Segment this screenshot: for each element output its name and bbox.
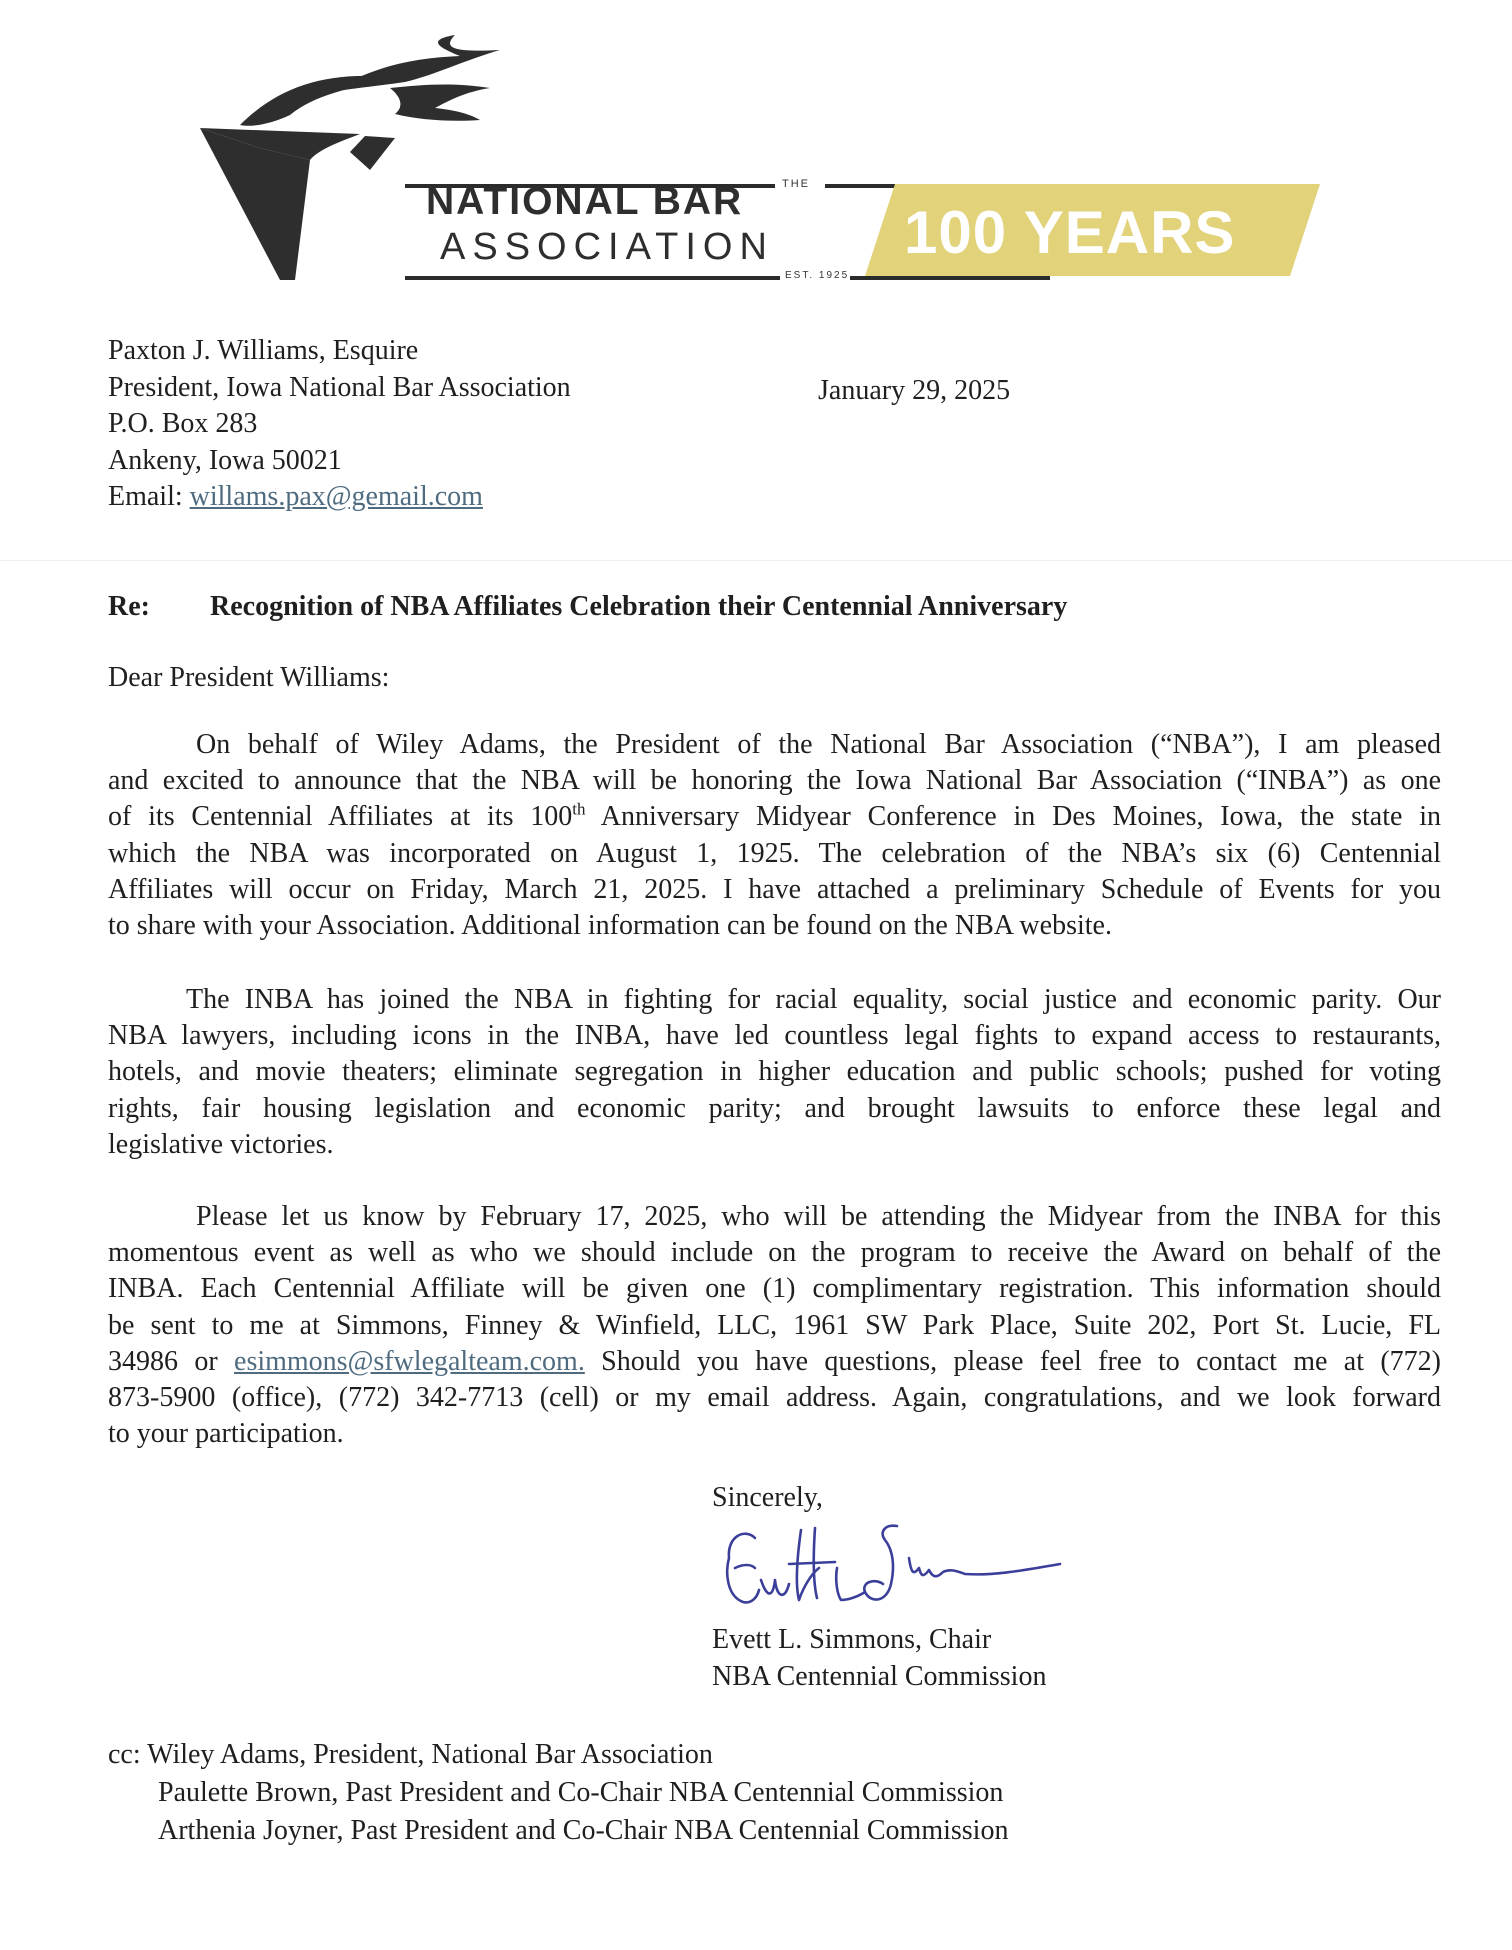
paragraph-text: Should you have questions, please feel free to contact me at (772) [584,1345,1442,1377]
subject-line [108,589,1067,625]
contact-email-link[interactable]: esimmons@sfwlegalteam.com. [234,1345,585,1377]
paragraph-line [108,727,1441,763]
email-label: Email: [108,481,190,512]
letter-date: January 29, 2025 [818,375,1011,406]
paragraph-line [108,1199,1441,1235]
logo-bottom-rule-right [850,276,1050,280]
cc-recipient: Paulette Brown, Past President and Co-Chair NBA Centennial Commission [158,1777,1004,1808]
paragraph-line: legislative victories. [108,1128,334,1160]
recipient-address [108,333,571,516]
recipient-name: Paxton J. Williams, Esquire [108,335,419,366]
paragraph-text: The INBA has joined the NBA in fighting for racial equality, social justice and economic parity. Our [186,984,1441,1015]
paragraph-line: Affiliates will occur on Friday, March 21, 2025. I have attached a preliminary Schedule of Events for you [108,873,1441,905]
paragraph-line [108,799,1441,835]
paragraph-line: to your participation. [108,1418,344,1450]
recipient-email-line [108,479,571,516]
logo-org-line2: ASSOCIATION [440,226,774,268]
body-paragraph-1 [108,727,1441,944]
paragraph-line: be sent to me at Simmons, Finney & Winfield, LLC, 1961 SW Park Place, Suite 202, Port St. Lucie, FL [108,1309,1441,1341]
handwritten-signature [715,1518,1075,1618]
anniversary-text: 100 YEARS [904,199,1236,266]
paragraph-line: rights, fair housing legislation and economic parity; and brought lawsuits to enforce these legal and [108,1092,1441,1124]
recipient-po-box: P.O. Box 283 [108,408,258,439]
paragraph-line: 873-5900 (office), (772) 342-7713 (cell) or my email address. Again, congratulations, and we look forward [108,1381,1441,1413]
body-paragraph-2 [108,982,1441,1163]
paragraph-line: NBA lawyers, including icons in the INBA, have led countless legal fights to expand access to restaurants, [108,1020,1441,1052]
salutation: Dear President Williams: [108,662,390,693]
paragraph-text: of its Centennial Affiliates at its 100 [108,801,573,833]
closing: Sincerely, [712,1482,823,1513]
cc-label: cc: [108,1739,148,1770]
signer-org: NBA Centennial Commission [712,1660,1047,1692]
subject-label: Re: [108,591,150,622]
paragraph-text: On behalf of Wiley Adams, the President of the National Bar Association (“NBA”), I am pleased [196,729,1441,760]
recipient-title: President, Iowa National Bar Association [108,371,571,403]
paragraph-line: and excited to announce that the NBA will be honoring the Iowa National Bar Association (“INBA”) as one [108,765,1441,797]
subject-text: Recognition of NBA Affiliates Celebration their Centennial Anniversary [210,591,1068,622]
recipient-email-link[interactable]: willams.pax@gemail.com [189,481,483,512]
logo-bottom-rule-left [405,276,780,280]
signer-block [712,1622,1046,1695]
logo-the: THE [782,178,810,190]
cc-line [108,1737,1008,1775]
logo-org-line1: NATIONAL BAR [426,180,744,223]
paragraph-line: hotels, and movie theaters; eliminate segregation in higher education and public schools; pushed for voting [108,1056,1441,1088]
letterhead-logo [200,30,1330,290]
cc-recipient: Wiley Adams, President, National Bar Association [147,1739,713,1770]
cc-list [108,1737,1008,1851]
paragraph-line: which the NBA was incorporated on August 1, 1925. The celebration of the NBA’s six (6) Centennial [108,837,1441,869]
paragraph-line: INBA. Each Centennial Affiliate will be given one (1) complimentary registration. This information should [108,1273,1441,1305]
cc-recipient: Arthenia Joyner, Past President and Co-Chair NBA Centennial Commission [158,1815,1009,1846]
paragraph-line [108,1344,1441,1380]
ordinal-suffix: th [572,800,586,820]
logo-est: EST. 1925 [785,270,850,281]
paragraph-line: momentous event as well as who we should include on the program to receive the Award on behalf of the [108,1237,1441,1269]
paragraph-text: 34986 or [108,1345,235,1377]
signer-name: Evett L. Simmons, Chair [712,1624,992,1655]
paragraph-line: to share with your Association. Additional information can be found on the NBA website. [108,909,1112,941]
paragraph-text: Anniversary Midyear Conference in Des Moines, Iowa, the state in [585,801,1441,833]
scan-divider [0,560,1512,561]
body-paragraph-3 [108,1199,1441,1452]
recipient-city: Ankeny, Iowa 50021 [108,444,342,476]
paragraph-text: Please let us know by February 17, 2025, who will be attending the Midyear from the INBA for this [196,1201,1441,1232]
paragraph-line [108,982,1441,1018]
